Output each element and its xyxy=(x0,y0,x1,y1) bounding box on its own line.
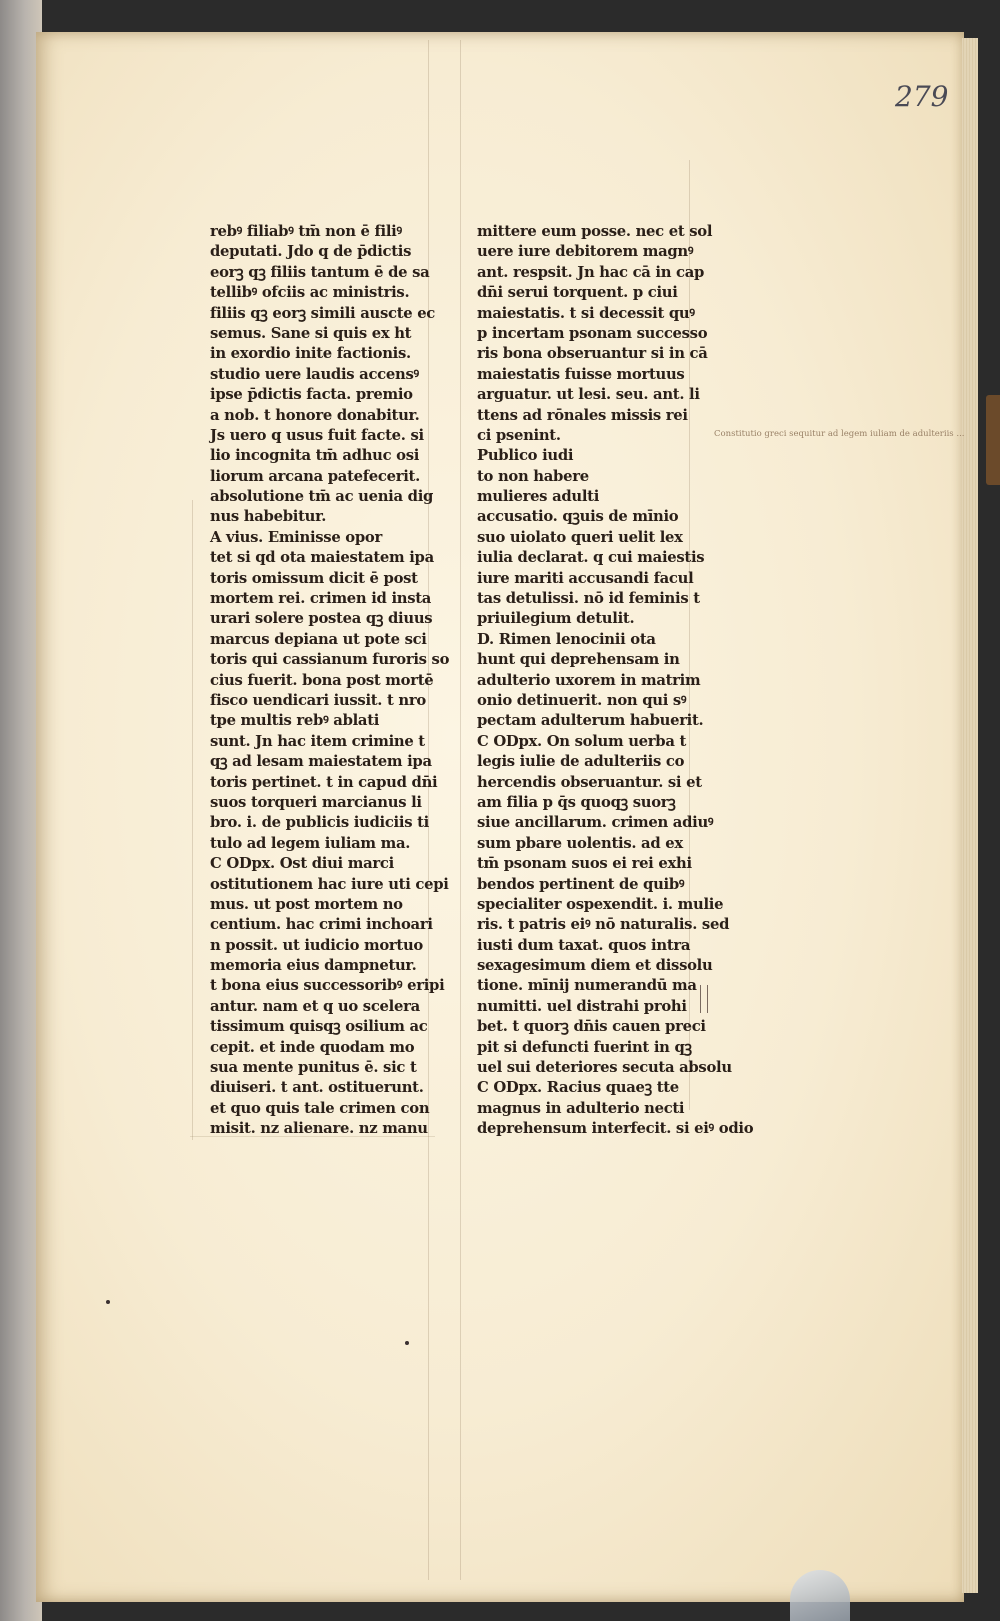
ruling-line xyxy=(460,40,461,1580)
text-line: accusatio. qꝫuis de mīnio xyxy=(477,508,679,526)
text-line: C ODpx. Racius quaeꝫ tte xyxy=(477,1079,679,1097)
text-line: iusti dum taxat. quos intra xyxy=(477,936,691,954)
leather-tab xyxy=(986,395,1000,485)
text-line: onio detinuerit. non qui sꝰ xyxy=(477,691,687,709)
text-line: studio uere laudis accensꝰ xyxy=(210,365,419,383)
text-line: tulo ad legem iuliam ma. xyxy=(210,834,411,852)
text-line: pectam adulterum habuerit. xyxy=(477,712,704,730)
text-line: cepit. et inde quodam mo xyxy=(210,1038,415,1056)
ink-spot xyxy=(106,1300,110,1304)
text-line: C ODpx. Ost diui marci xyxy=(210,855,394,873)
text-line: toris pertinet. t in capud dn̄i xyxy=(210,773,438,791)
text-line: ostitutionem hac iure uti cepi xyxy=(210,875,449,893)
text-line: nus habebitur. xyxy=(210,508,327,526)
text-line: ris. t patris eiꝰ nō naturalis. sed xyxy=(477,916,730,934)
text-line: t bona eius successoribꝰ eripi xyxy=(210,977,445,995)
text-line: tpe multis rebꝰ ablati xyxy=(210,712,380,730)
text-line: maiestatis fuisse mortuus xyxy=(477,365,685,383)
text-line: marcus depiana ut pote sci xyxy=(210,630,427,648)
ink-spot xyxy=(405,1341,409,1345)
text-line: Publico iudi xyxy=(477,447,574,465)
pen-mark xyxy=(700,985,708,1013)
text-line: memoria eius dampnetur. xyxy=(210,957,417,975)
text-line: filiis qꝫ eorꝫ simili auscte ec xyxy=(210,304,436,322)
text-line: numitti. uel distrahi prohi xyxy=(477,997,687,1015)
text-column-left xyxy=(210,222,450,1140)
text-line: diuiseri. t ant. ostituerunt. xyxy=(210,1079,424,1097)
text-line: liorum arcana patefecerit. xyxy=(210,467,420,485)
text-line: tm̄ psonam suos ei rei exhi xyxy=(477,855,692,873)
text-line: toris omissum dicit ē post xyxy=(210,569,418,587)
text-line: tellibꝰ ofciis ac ministris. xyxy=(210,284,410,302)
text-line: ci psenint. xyxy=(477,426,561,444)
text-line: tet si qd ota maiestatem ipa xyxy=(210,549,434,567)
text-line: ipse p̄dictis facta. premio xyxy=(210,386,413,404)
text-line: semus. Sane si quis ex ht xyxy=(210,324,412,342)
text-line: mulieres adulti xyxy=(477,488,600,506)
text-line: sunt. Jn hac item crimine t xyxy=(210,732,425,750)
page-stack-edges xyxy=(962,38,978,1593)
text-line: misit. nz alienare. nz manu xyxy=(210,1120,428,1138)
text-line: urari solere postea qꝫ diuus xyxy=(210,610,433,628)
text-line: arguatur. ut lesi. seu. ant. li xyxy=(477,386,700,404)
text-line: am filia p q̄s quoqꝫ suorꝫ xyxy=(477,793,676,811)
text-line: mus. ut post mortem no xyxy=(210,895,403,913)
text-line: hercendis obseruantur. si et xyxy=(477,773,702,791)
text-line: priuilegium detulit. xyxy=(477,610,635,628)
text-line: absolutione tm̄ ac uenia dig xyxy=(210,488,434,506)
text-line: sexagesimum diem et dissolu xyxy=(477,957,713,975)
text-line: eorꝫ qꝫ filiis tantum ē de sa xyxy=(210,263,430,281)
marginal-annotation: Constitutio greci sequitur ad legem iuliam de adulteriis ... xyxy=(714,429,965,439)
text-column-right xyxy=(477,222,754,1140)
text-line: legis iulie de adulteriis co xyxy=(477,753,685,771)
text-line: bendos pertinent de quibꝰ xyxy=(477,875,685,893)
text-line: tas detulissi. nō id feminis t xyxy=(477,590,700,608)
text-line: p incertam psonam successo xyxy=(477,324,708,342)
ruling-line xyxy=(192,500,193,1140)
text-line: antur. nam et q uo scelera xyxy=(210,997,420,1015)
text-line: in exordio inite factionis. xyxy=(210,345,411,363)
text-line: to non habere xyxy=(477,467,589,485)
text-line: n possit. ut iudicio mortuo xyxy=(210,936,423,954)
text-line: et quo quis tale crimen con xyxy=(210,1099,430,1117)
text-line: magnus in adulterio necti xyxy=(477,1099,685,1117)
text-line: sum pbare uolentis. ad ex xyxy=(477,834,683,852)
text-line: toris qui cassianum furoris so xyxy=(210,651,450,669)
text-line: hunt qui deprehensam in xyxy=(477,651,680,669)
text-line: bro. i. de publicis iudiciis ti xyxy=(210,814,429,832)
text-line: ris bona obseruantur si in cā xyxy=(477,345,708,363)
text-line: tione. mīnij numerandū ma xyxy=(477,977,697,995)
text-line: Js uero q usus fuit facte. si xyxy=(210,426,424,444)
text-line: lio incognita tm̄ adhuc osi xyxy=(210,447,420,465)
folio-number: 279 xyxy=(895,80,949,113)
text-line: maiestatis. t si decessit quꝰ xyxy=(477,304,695,322)
text-line: specialiter ospexendit. i. mulie xyxy=(477,895,724,913)
text-line: C ODpx. On solum uerba t xyxy=(477,732,686,750)
text-line: pit si defuncti fuerint in qꝫ xyxy=(477,1038,692,1056)
text-line: suo uiolato queri uelit lex xyxy=(477,528,683,546)
text-line: suos torqueri marcianus li xyxy=(210,793,422,811)
page-clip xyxy=(790,1570,850,1621)
text-line: sua mente punitus ē. sic t xyxy=(210,1059,417,1077)
text-line: bet. t quorꝫ dn̄is cauen preci xyxy=(477,1018,706,1036)
text-line: ttens ad rōnales missis rei xyxy=(477,406,688,424)
text-line: tissimum quisqꝫ osilium ac xyxy=(210,1018,428,1036)
text-line: deprehensum interfecit. si eiꝰ odio xyxy=(477,1120,754,1138)
text-line: adulterio uxorem in matrim xyxy=(477,671,701,689)
text-line: fisco uendicari iussit. t nro xyxy=(210,691,426,709)
text-line: deputati. Jdo q de p̄dictis xyxy=(210,243,412,261)
text-line: siue ancillarum. crimen adiuꝰ xyxy=(477,814,714,832)
text-line: rebꝰ filiabꝰ tm̄ non ē filiꝰ xyxy=(210,223,402,240)
text-line: cius fuerit. bona post mortē xyxy=(210,671,434,689)
text-line: dn̄i serui torquent. p ciui xyxy=(477,284,678,302)
text-line: mortem rei. crimen id insta xyxy=(210,590,432,608)
text-line: uere iure debitorem magnꝰ xyxy=(477,243,694,261)
text-line: A vius. Eminisse opor xyxy=(210,528,382,546)
text-line: a nob. t honore donabitur. xyxy=(210,406,420,424)
text-line: qꝫ ad lesam maiestatem ipa xyxy=(210,753,432,771)
text-line: centium. hac crimi inchoari xyxy=(210,916,433,934)
text-line: mittere eum posse. nec et sol xyxy=(477,223,713,240)
text-line: ant. respsit. Jn hac cā in cap xyxy=(477,263,705,281)
text-line: uel sui deteriores secuta absolu xyxy=(477,1059,732,1077)
text-line: iure mariti accusandi facul xyxy=(477,569,694,587)
text-line: iulia declarat. q cui maiestis xyxy=(477,549,705,567)
text-line: D. Rimen lenocinii ota xyxy=(477,630,656,648)
